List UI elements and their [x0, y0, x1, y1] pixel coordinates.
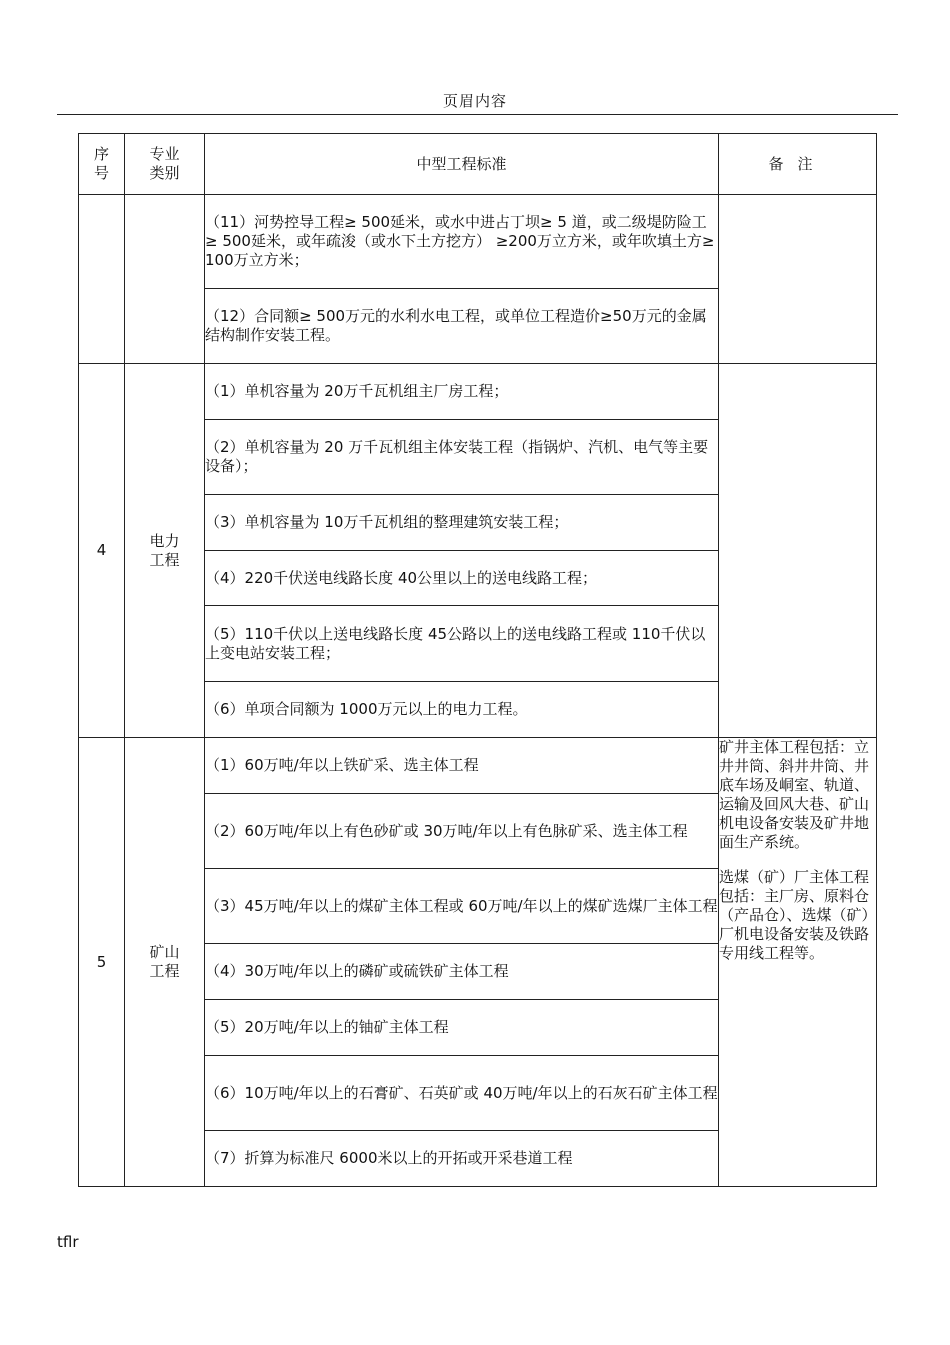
standard-item: （4）30万吨/年以上的磷矿或硫铁矿主体工程 — [205, 944, 719, 1000]
standard-item: （6）单项合同额为 1000万元以上的电力工程。 — [205, 682, 719, 738]
page-header-title: 页眉内容 — [442, 92, 507, 110]
standard-item: （1）单机容量为 20万千瓦机组主厂房工程； — [205, 364, 719, 420]
standard-item: （2）单机容量为 20 万千瓦机组主体安装工程（指锅炉、汽机、电气等主要设备）； — [205, 420, 719, 495]
table-row — [79, 364, 877, 420]
note-paragraph: 选煤（矿）厂主体工程包括：主厂房、原料仓（产品仓）、选煤（矿）厂机电设备安装及铁路专用线工程等。 — [719, 868, 870, 962]
cell-note-empty — [719, 195, 877, 364]
standard-item: （7）折算为标准尺 6000米以上的开拓或开采巷道工程 — [205, 1131, 719, 1187]
standard-item: （1）60万吨/年以上铁矿采、选主体工程 — [205, 738, 719, 794]
standard-item: （12）合同额≥ 500万元的水利水电工程，或单位工程造价≥50万元的金属结构制作安装工程。 — [205, 289, 719, 364]
header-category: 专业 类别 — [125, 134, 205, 195]
group-number: 5 — [79, 738, 125, 1187]
standard-item: （11）河势控导工程≥ 500延米，或水中进占丁坝≥ 5 道，或二级堤防险工≥ 500延米，或年疏浚（或水下土方挖方） ≥200万立方米，或年吹填土方≥ 100万立方米； — [205, 195, 719, 289]
standard-item: （5）110千伏以上送电线路长度 45公路以上的送电线路工程或 110千伏以上变电站安装工程； — [205, 606, 719, 682]
table-header-row — [79, 134, 877, 195]
standard-item: （2）60万吨/年以上有色砂矿或 30万吨/年以上有色脉矿采、选主体工程 — [205, 794, 719, 869]
header-note: 备注 — [719, 134, 877, 195]
header-standard: 中型工程标准 — [205, 134, 719, 195]
table-row — [79, 738, 877, 794]
group-category: 电力 工程 — [125, 364, 205, 738]
header-no: 序 号 — [79, 134, 125, 195]
standard-item: （6）10万吨/年以上的石膏矿、石英矿或 40万吨/年以上的石灰石矿主体工程 — [205, 1056, 719, 1131]
standard-item: （3）单机容量为 10万千瓦机组的整理建筑安装工程； — [205, 495, 719, 551]
group-note — [719, 738, 877, 1187]
group-number: 4 — [79, 364, 125, 738]
header-divider — [57, 114, 898, 115]
table-row — [79, 195, 877, 289]
standard-item: （4）220千伏送电线路长度 40公里以上的送电线路工程； — [205, 551, 719, 606]
cell-category-empty — [125, 195, 205, 364]
footer-text: tflr — [57, 1233, 79, 1251]
standards-table — [78, 133, 877, 1187]
standard-item: （5）20万吨/年以上的铀矿主体工程 — [205, 1000, 719, 1056]
standard-item: （3）45万吨/年以上的煤矿主体工程或 60万吨/年以上的煤矿选煤厂主体工程 — [205, 869, 719, 944]
cell-note-empty — [719, 364, 877, 738]
note-paragraph: 矿井主体工程包括：立井井筒、斜井井筒、井底车场及峒室、轨道、运输及回风大巷、矿山机电设备安装及矿井地面生产系统。 — [719, 738, 870, 851]
group-category: 矿山 工程 — [125, 738, 205, 1187]
cell-no-empty — [79, 195, 125, 364]
